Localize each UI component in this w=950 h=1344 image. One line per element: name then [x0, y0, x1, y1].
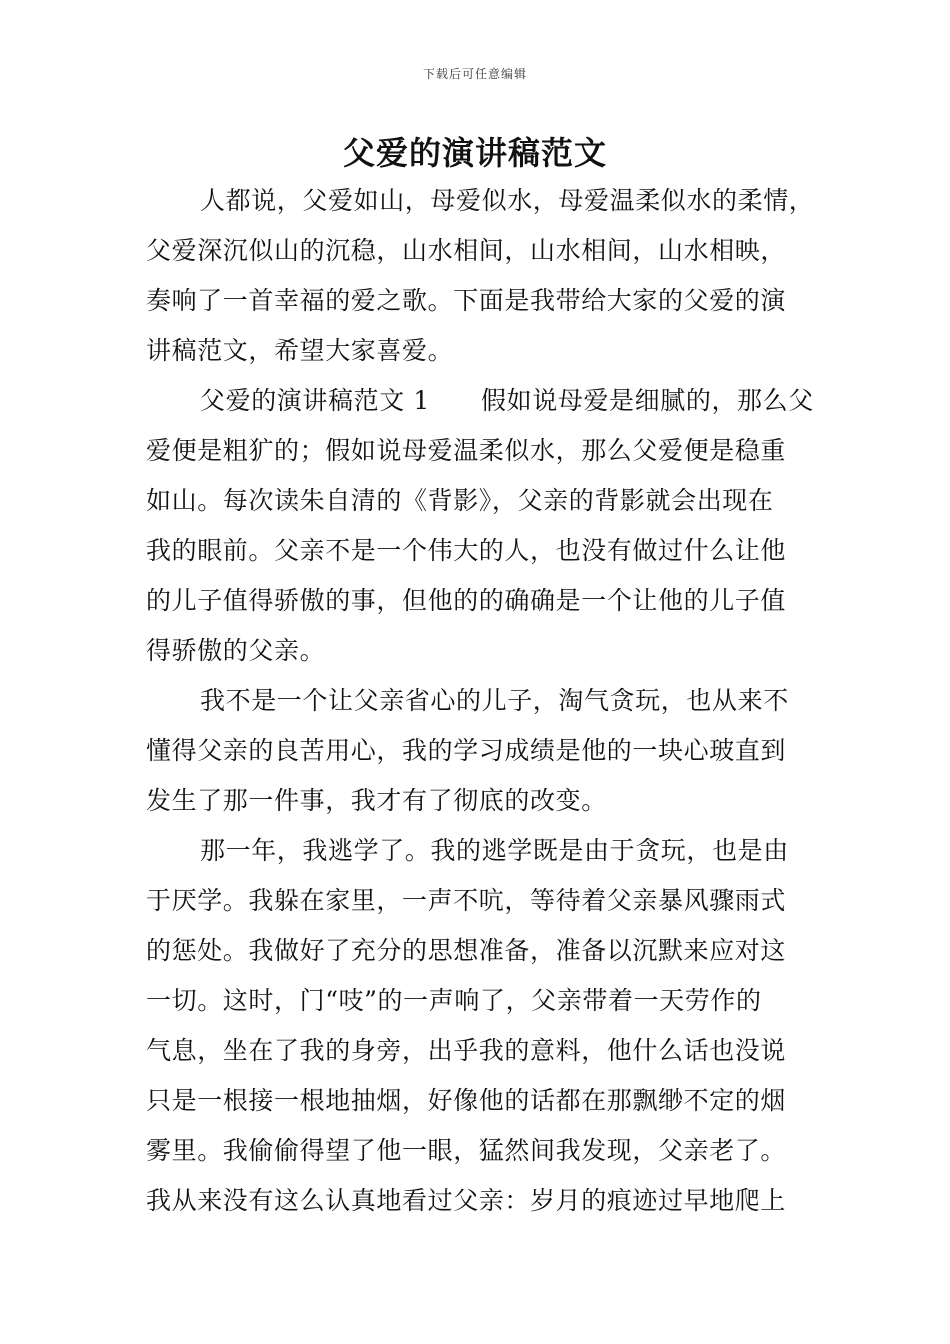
text-line: 讲稿范文，希望大家喜爱。 — [146, 336, 454, 365]
text-line: 雾里。我偷偷得望了他一眼，猛然间我发现，父亲老了。 — [146, 1136, 787, 1165]
text-line: 发生了那一件事，我才有了彻底的改变。 — [146, 786, 607, 815]
text-line: 得骄傲的父亲。 — [146, 636, 326, 665]
text-line: 我不是一个让父亲省心的儿子，淘气贪玩，也从来不 — [200, 686, 789, 715]
text-line: 只是一根接一根地抽烟，好像他的话都在那飘缈不定的烟 — [146, 1086, 787, 1115]
text-line: 懂得父亲的良苦用心，我的学习成绩是他的一块心玻直到 — [146, 736, 787, 765]
text-line: 我从来没有这么认真地看过父亲：岁月的痕迹过早地爬上 — [146, 1186, 787, 1215]
text-line: 爱便是粗犷的；假如说母爱温柔似水，那么父爱便是稳重 — [146, 436, 787, 465]
document-body — [146, 176, 816, 1226]
text-line: 的惩处。我做好了充分的思想准备，准备以沉默来应对这 — [146, 936, 787, 965]
header-note: 下载后可任意编辑 — [422, 67, 527, 81]
text-line: 一切。这时，门“吱”的一声响了，父亲带着一天劳作的 — [146, 986, 762, 1015]
document-title: 父爱的演讲稿范文 — [342, 134, 607, 172]
text-line: 父爱的演讲稿范文 1 假如说母爱是细腻的，那么父 — [200, 386, 814, 415]
text-line: 父爱深沉似山的沉稳，山水相间，山水相间，山水相映， — [146, 236, 787, 265]
text-line: 如山。每次读朱自清的《背影》，父亲的背影就会出现在 — [146, 486, 774, 515]
text-line: 的儿子值得骄傲的事，但他的的确确是一个让他的儿子值 — [146, 586, 787, 615]
text-line: 那一年，我逃学了。我的逃学既是由于贪玩，也是由 — [200, 836, 789, 865]
text-line: 人都说，父爱如山，母爱似水，母爱温柔似水的柔情， — [200, 186, 815, 215]
text-line: 于厌学。我躲在家里，一声不吭，等待着父亲暴风骤雨式 — [146, 886, 787, 915]
text-line: 我的眼前。父亲不是一个伟大的人，也没有做过什么让他 — [146, 536, 787, 565]
text-line: 奏响了一首幸福的爱之歌。下面是我带给大家的父爱的演 — [146, 286, 787, 315]
text-line: 气息，坐在了我的身旁，出乎我的意料，他什么话也没说 — [146, 1036, 787, 1065]
